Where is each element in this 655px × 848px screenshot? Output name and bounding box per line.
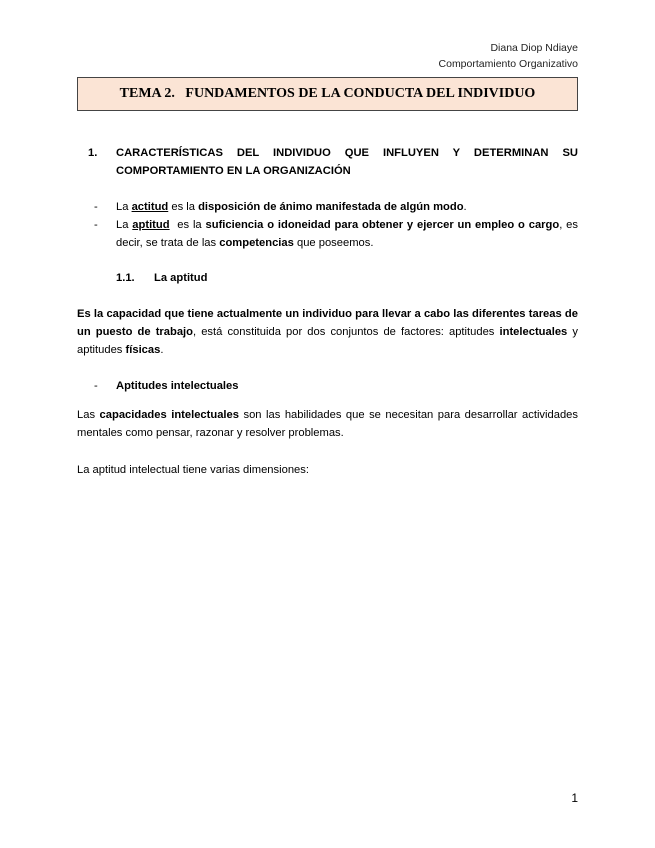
chapter-prefix: TEMA 2. <box>119 86 175 101</box>
bullet-text: que poseemos. <box>293 237 374 249</box>
bullet-aptitudes-intelectuales: Aptitudes intelectuales <box>116 380 239 392</box>
paragraph-text: y <box>567 326 578 338</box>
paragraph-bold-text: capacidades intelectuales <box>99 409 239 421</box>
term-aptitud: aptitud <box>132 219 170 231</box>
chapter-title-box <box>77 77 578 111</box>
bullet-text: La <box>116 219 133 231</box>
paragraph-bold-text: físicas <box>125 344 161 356</box>
paragraph-dimensiones: La aptitud intelectual tiene varias dimensiones: <box>77 464 309 476</box>
bullet-bold-text: competencias <box>219 237 294 249</box>
paragraph-aptitud <box>77 305 578 359</box>
paragraph-text: , está constituida por dos conjuntos de factores: aptitudes <box>193 326 500 338</box>
bullet-aptitud <box>116 216 578 252</box>
paragraph-bold-text: intelectuales <box>499 326 568 338</box>
paragraph-text: aptitudes <box>77 344 126 356</box>
bullet-text: decir, se trata de las <box>116 237 220 249</box>
paragraph-text: Las <box>77 409 100 421</box>
bullet-marker: - <box>94 380 98 392</box>
paragraph-capacidades <box>77 406 578 442</box>
bullet-text: es la <box>168 201 199 213</box>
bullet-text: , es <box>559 219 578 231</box>
section-heading-line2: COMPORTAMIENTO EN LA ORGANIZACIÓN <box>116 165 351 177</box>
header-course: Comportamiento Organizativo <box>438 58 578 70</box>
bullet-marker: - <box>94 201 98 213</box>
section-heading-line1: CARACTERÍSTICAS DEL INDIVIDUO QUE INFLUYEN Y DETERMINAN SU <box>116 147 578 159</box>
bullet-marker: - <box>94 219 98 231</box>
bullet-bold-text: disposición de ánimo manifestada de algún modo <box>198 201 464 213</box>
subsection-number: 1.1. <box>116 272 135 284</box>
paragraph-text: . <box>160 344 164 356</box>
paragraph-text: mentales como pensar, razonar y resolver problemas. <box>77 427 344 439</box>
page-header <box>439 40 578 72</box>
subsection-title: La aptitud <box>154 272 208 284</box>
term-actitud: actitud <box>131 201 169 213</box>
paragraph-bold-text: un puesto de trabajo <box>77 326 193 338</box>
chapter-title: FUNDAMENTOS DE LA CONDUCTA DEL INDIVIDUO <box>185 86 536 101</box>
bullet-actitud <box>116 198 578 216</box>
header-author: Diana Diop Ndiaye <box>490 42 578 54</box>
paragraph-bold-text: Es la capacidad que tiene actualmente un individuo para llevar a cabo las diferentes tareas de <box>77 308 578 320</box>
section-heading <box>116 144 578 180</box>
bullet-text: La <box>116 201 132 213</box>
bullet-text: . <box>463 201 467 213</box>
section-number: 1. <box>88 147 98 159</box>
paragraph-text: son las habilidades que se necesitan para desarrollar actividades <box>238 409 578 421</box>
bullet-text: es la <box>169 219 206 231</box>
bullet-bold-text: suficiencia o idoneidad para obtener y ejercer un empleo o cargo <box>205 219 560 231</box>
page-number: 1 <box>571 791 578 805</box>
